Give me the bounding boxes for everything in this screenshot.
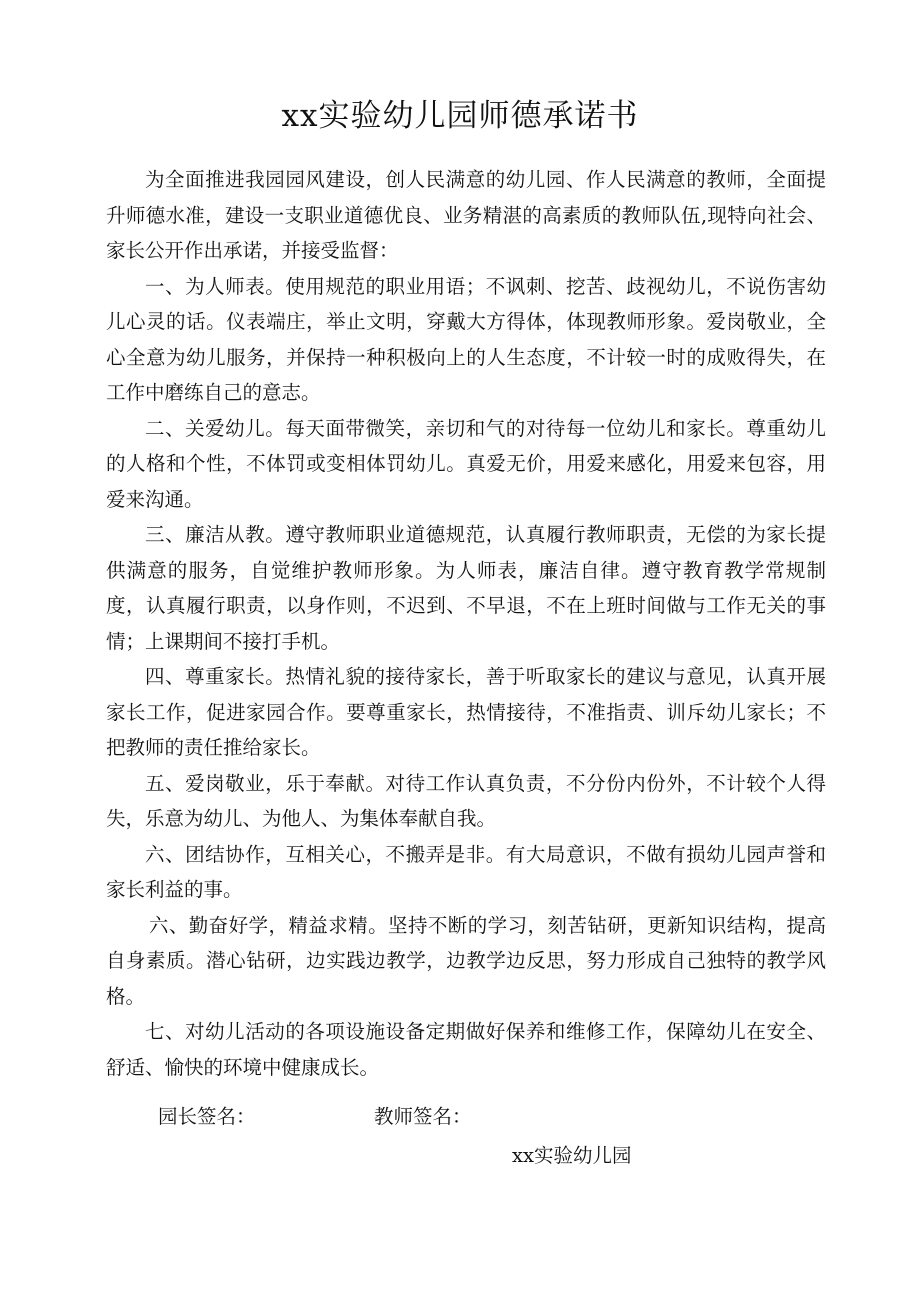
pledge-item-5: 五、爱岗敬业，乐于奉献。对待工作认真负责，不分份内份外，不计较个人得失，乐意为幼儿、为他人、为集体奉献自我。	[106, 771, 826, 830]
organization-name: xx实验幼儿园	[512, 1144, 632, 1167]
document-body	[106, 162, 826, 1085]
document-title: xx实验幼儿园师德承诺书	[281, 98, 639, 134]
pledge-item-1: 一、为人师表。使用规范的职业用语；不讽刺、挖苦、歧视幼儿，不说伤害幼儿心灵的话。仪表端庄，举止文明，穿戴大方得体，体现教师形象。爱岗敬业，全心全意为幼儿服务，并保持一种积极向上的人生态度，不计较一时的成败得失，在工作中磨练自己的意志。	[106, 274, 826, 404]
teacher-signature-label: 教师签名：	[374, 1105, 472, 1128]
principal-signature-label: 园长签名：	[158, 1105, 256, 1128]
pledge-item-3: 三、廉洁从教。遵守教师职业道德规范，认真履行教师职责，无偿的为家长提供满意的服务，自觉维护教师形象。为人师表，廉洁自律。遵守教育教学常规制度，认真履行职责，以身作则，不迟到、不早退，不在上班时间做与工作无关的事情；上课期间不接打手机。	[106, 523, 826, 653]
pledge-item-6b: 六、勤奋好学，精益求精。坚持不断的学习，刻苦钻研，更新知识结构，提高自身素质。潜心钻研，边实践边教学，边教学边反思，努力形成自己独特的教学风格。	[106, 913, 826, 1008]
pledge-item-4: 四、尊重家长。热情礼貌的接待家长，善于听取家长的建议与意见，认真开展家长工作，促进家园合作。要尊重家长，热情接待，不准指责、训斥幼儿家长；不把教师的责任推给家长。	[106, 665, 826, 759]
pledge-item-7: 七、对幼儿活动的各项设施设备定期做好保养和维修工作，保障幼儿在安全、舒适、愉快的环境中健康成长。	[106, 1020, 826, 1079]
pledge-item-2: 二、关爱幼儿。每天面带微笑，亲切和气的对待每一位幼儿和家长。尊重幼儿的人格和个性，不体罚或变相体罚幼儿。真爱无价，用爱来感化，用爱来包容，用爱来沟通。	[106, 416, 826, 511]
pledge-item-6: 六、团结协作，互相关心，不搬弄是非。有大局意识，不做有损幼儿园声誉和家长利益的事。	[106, 842, 826, 901]
intro-paragraph: 为全面推进我园园风建设，创人民满意的幼儿园、作人民满意的教师，全面提升师德水准，建设一支职业道德优良、业务精湛的高素质的教师队伍,现特向社会、家长公开作出承诺，并接受监督：	[106, 168, 826, 262]
